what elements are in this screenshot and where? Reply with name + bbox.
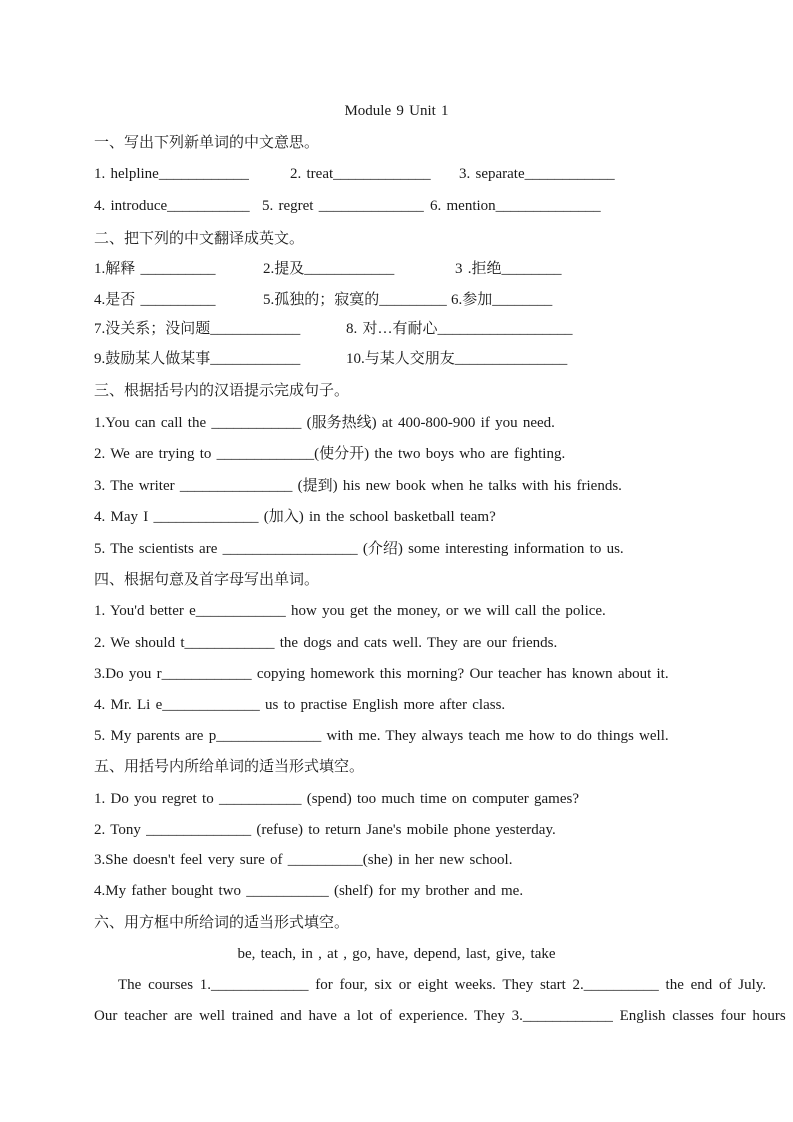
cloze-line-2: Our teacher are well trained and have a lot of experience. They 3.____________ English classes four hours (94, 1008, 786, 1024)
word-item-1: 1. helpline____________ (94, 166, 249, 182)
cloze-line-1: The courses 1._____________ for four, six or eight weeks. They start 2.__________ the end of July. (118, 977, 767, 993)
sentence-hint-item-1: 1.You can call the ____________ (服务热线) at 400-800-900 if you need. (94, 415, 555, 431)
word-bank: be, teach, in , at , go, have, depend, last, give, take (237, 946, 556, 962)
section-4-heading: 四、根据句意及首字母写出单词。 (94, 572, 320, 588)
section-2-row-4 (0, 349, 793, 369)
section-3-heading: 三、根据括号内的汉语提示完成句子。 (94, 383, 350, 399)
first-letter-item-4: 4. Mr. Li e_____________ us to practise English more after class. (94, 697, 506, 713)
word-item-6: 6. mention______________ (430, 198, 601, 214)
cn-item-1: 1.解释 __________ (94, 261, 216, 277)
section-1-heading: 一、写出下列新单词的中文意思。 (94, 135, 320, 151)
word-item-4: 4. introduce___________ (94, 198, 250, 214)
sentence-hint-item-4: 4. May I ______________ (加入) in the school basketball team? (94, 509, 496, 525)
worksheet-title: Module 9 Unit 1 (344, 103, 449, 119)
cn-item-3: 3 .拒绝________ (455, 261, 562, 277)
cn-item-4: 4.是否 __________ (94, 292, 216, 308)
section-2-row-2 (0, 290, 793, 310)
sentence-hint-item-2: 2. We are trying to _____________(使分开) the two boys who are fighting. (94, 446, 566, 462)
word-item-5: 5. regret ______________ (262, 198, 424, 214)
section-2-row-3 (0, 319, 793, 339)
first-letter-item-3: 3.Do you r____________ copying homework this morning? Our teacher has known about it. (94, 666, 669, 682)
cn-item-5: 5.孤独的；寂寞的_________ (263, 292, 447, 308)
word-form-item-4: 4.My father bought two ___________ (shelf) for my brother and me. (94, 883, 524, 899)
cn-item-2: 2.提及____________ (263, 261, 395, 277)
cn-item-7: 7.没关系；没问题____________ (94, 321, 301, 337)
cn-item-6: 6.参加________ (451, 292, 553, 308)
cn-item-8: 8. 对…有耐心__________________ (346, 321, 573, 337)
word-form-item-1: 1. Do you regret to ___________ (spend) too much time on computer games? (94, 791, 579, 807)
sentence-hint-item-5: 5. The scientists are __________________ (介绍) some interesting information to us. (94, 541, 624, 557)
section-6-heading: 六、用方框中所给词的适当形式填空。 (94, 915, 350, 931)
section-1-row-2 (0, 196, 793, 216)
first-letter-item-2: 2. We should t____________ the dogs and cats well. They are our friends. (94, 635, 558, 651)
section-5-heading: 五、用括号内所给单词的适当形式填空。 (94, 759, 365, 775)
word-item-2: 2. treat_____________ (290, 166, 431, 182)
first-letter-item-5: 5. My parents are p______________ with me. They always teach me how to do things well. (94, 728, 669, 744)
word-item-3: 3. separate____________ (459, 166, 615, 182)
section-2-heading: 二、把下列的中文翻译成英文。 (94, 231, 305, 247)
word-form-item-2: 2. Tony ______________ (refuse) to return Jane's mobile phone yesterday. (94, 822, 556, 838)
cn-item-10: 10.与某人交朋友_______________ (346, 351, 568, 367)
sentence-hint-item-3: 3. The writer _______________ (提到) his new book when he talks with his friends. (94, 478, 622, 494)
first-letter-item-1: 1. You'd better e____________ how you get the money, or we will call the police. (94, 603, 606, 619)
section-2-row-1 (0, 259, 793, 279)
cn-item-9: 9.鼓励某人做某事____________ (94, 351, 301, 367)
section-1-row-1 (0, 164, 793, 184)
word-form-item-3: 3.She doesn't feel very sure of __________(she) in her new school. (94, 852, 513, 868)
